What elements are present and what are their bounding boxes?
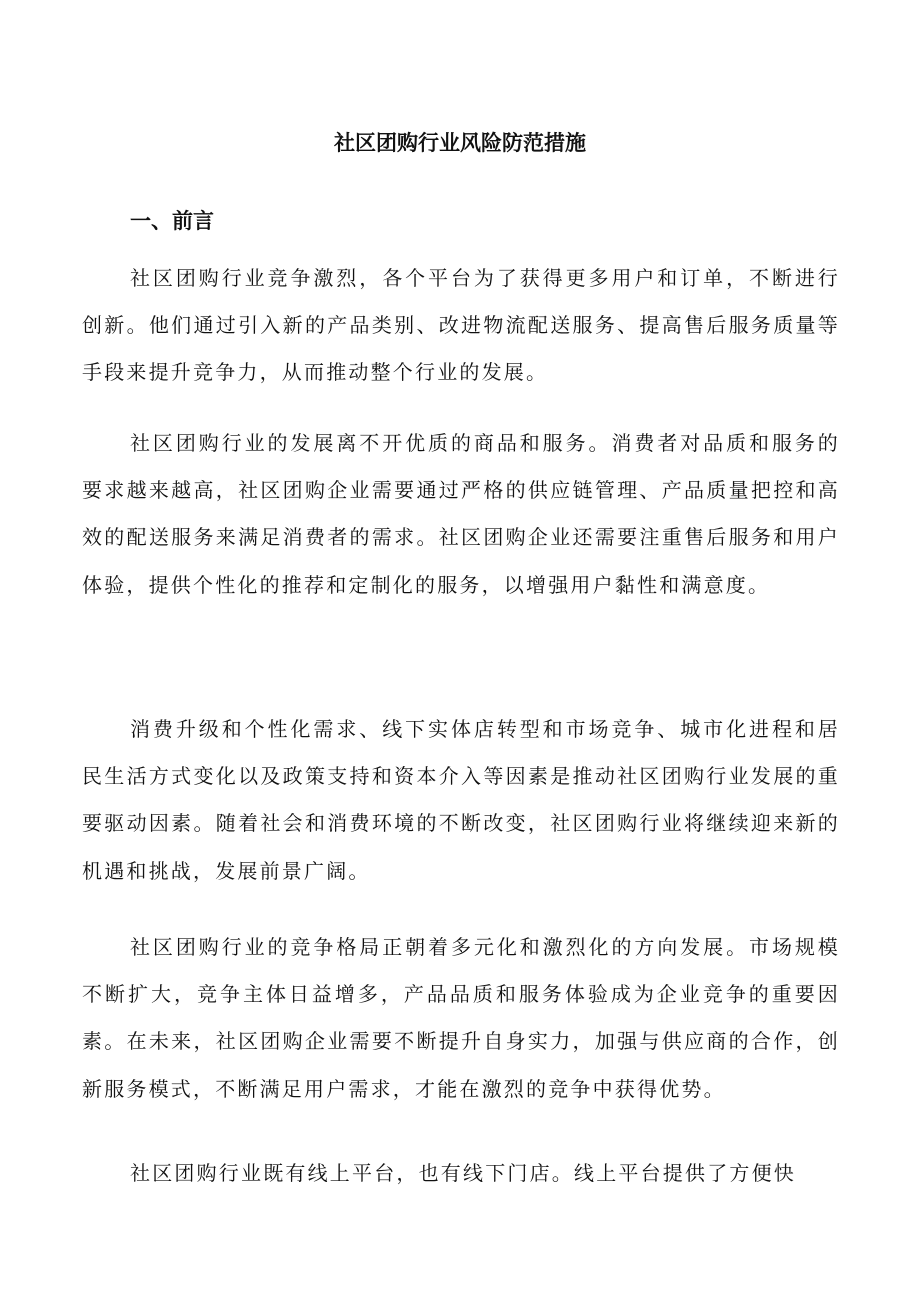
section-heading-preface: 一、前言 — [130, 209, 214, 233]
paragraph-competition: 社区团购行业竞争激烈，各个平台为了获得更多用户和订单，不断进行创新。他们通过引入新的产品类别、改进物流配送服务、提高售后服务质量等手段来提升竞争力，从而推动整个行业的发展。 — [82, 266, 840, 385]
document-title: 社区团购行业风险防范措施 — [334, 131, 586, 155]
paragraph-competitive-landscape: 社区团购行业的竞争格局正朝着多元化和激烈化的方向发展。市场规模不断扩大，竞争主体日益增多，产品品质和服务体验成为企业竞争的重要因素。在未来，社区团购企业需要不断提升自身实力，加强与供应商的合作，创新服务模式，不断满足用户需求，才能在激烈的竞争中获得优势。 — [82, 935, 840, 1101]
paragraph-quality-service: 社区团购行业的发展离不开优质的商品和服务。消费者对品质和服务的要求越来越高，社区团购企业需要通过严格的供应链管理、产品质量把控和高效的配送服务来满足消费者的需求。社区团购企业还需要注重售后服务和用户体验，提供个性化的推荐和定制化的服务，以增强用户黏性和满意度。 — [82, 431, 840, 597]
paragraph-drivers: 消费升级和个性化需求、线下实体店转型和市场竞争、城市化进程和居民生活方式变化以及政策支持和资本介入等因素是推动社区团购行业发展的重要驱动因素。随着社会和消费环境的不断改变，社区团购行业将继续迎来新的机遇和挑战，发展前景广阔。 — [82, 717, 840, 883]
paragraph-online-offline: 社区团购行业既有线上平台，也有线下门店。线上平台提供了方便快 — [130, 1161, 796, 1185]
